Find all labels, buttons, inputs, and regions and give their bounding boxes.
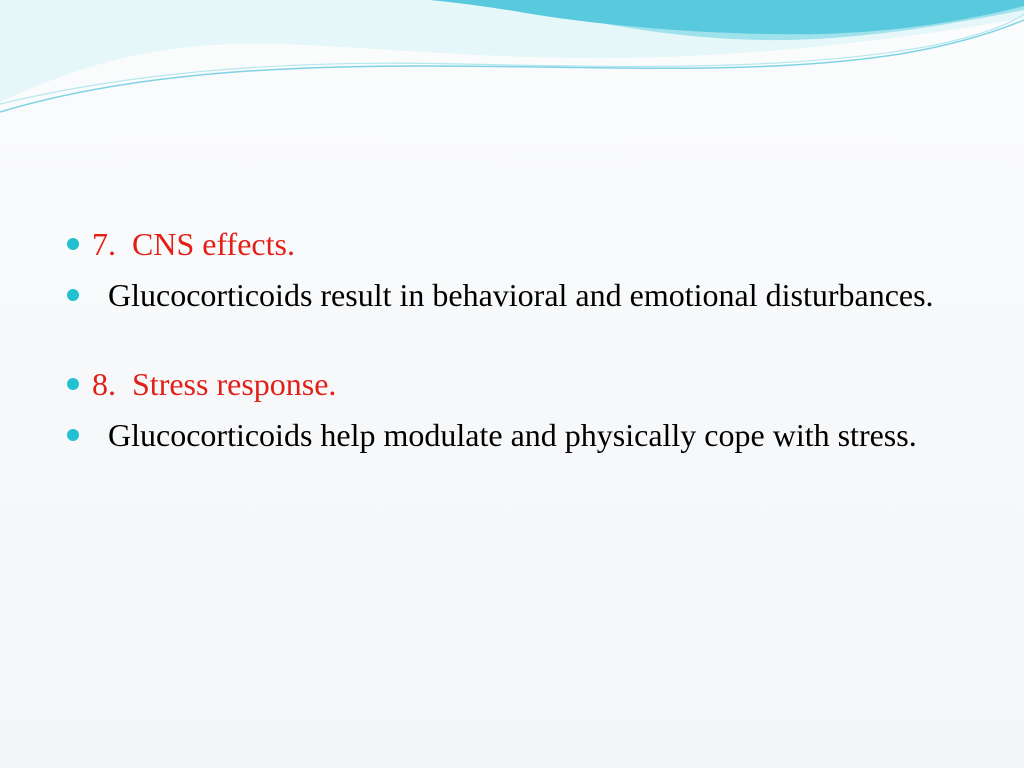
slide-content	[62, 222, 962, 464]
bullet-dot-icon	[67, 378, 79, 390]
bullet-item-cns-description	[62, 273, 962, 318]
bullet-heading-cns-effects: 7. CNS effects.	[92, 226, 295, 262]
bullet-dot-icon	[67, 429, 79, 441]
bullet-dot-icon	[67, 238, 79, 250]
bullet-text-cns-description: Glucocorticoids result in behavioral and emotional disturbances.	[92, 277, 934, 313]
bullet-text-stress-description: Glucocorticoids help modulate and physically cope with stress.	[92, 417, 917, 453]
bullet-heading-stress-response: 8. Stress response.	[92, 366, 337, 402]
wave-header-decoration	[0, 0, 1024, 130]
bullet-item-cns-effects	[62, 222, 962, 267]
bullet-item-stress-response	[62, 362, 962, 407]
bullet-dot-icon	[67, 289, 79, 301]
bullet-item-stress-description	[62, 413, 962, 458]
